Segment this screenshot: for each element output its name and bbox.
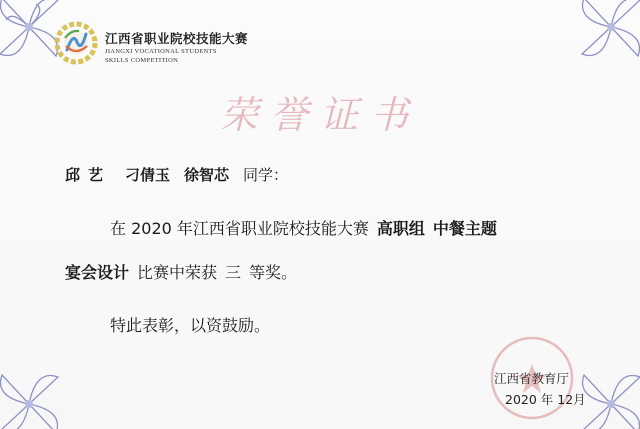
award-prize-suffix: 等奖。 bbox=[249, 263, 298, 282]
closing-text: 特此表彰，以资鼓励。 bbox=[110, 316, 271, 335]
recipients-line bbox=[65, 164, 288, 185]
corner-flower-icon bbox=[0, 367, 66, 429]
certificate-title: 荣誉证书 bbox=[219, 93, 420, 137]
award-competition-text: 在 2020 年江西省职业院校技能大赛 bbox=[110, 219, 369, 238]
logo-english-line-2: SKILLS COMPETITION bbox=[105, 57, 179, 64]
issue-date: 2020 年 12月 bbox=[505, 392, 586, 407]
recipient-name: 徐智芯 bbox=[184, 166, 230, 184]
competition-logo-icon bbox=[53, 20, 99, 66]
recipient-name: 刁倩玉 bbox=[125, 166, 171, 184]
logo-chinese-name: 江西省职业院校技能大赛 bbox=[105, 31, 249, 46]
award-text-line-2 bbox=[65, 260, 297, 283]
award-group: 高职组 bbox=[376, 219, 425, 238]
competition-logo bbox=[53, 20, 248, 66]
logo-english-line-1: JIANGXI VOCATIONAL STUDENTS bbox=[105, 47, 217, 55]
corner-flower-icon bbox=[574, 0, 640, 64]
award-text-line-1 bbox=[110, 216, 497, 239]
recipient-name: 邱艺 bbox=[65, 166, 112, 184]
issuer-name: 江西省教育厅 bbox=[494, 371, 570, 386]
award-middle-text: 比赛中荣获 bbox=[137, 263, 218, 282]
award-prize-rank: 三 bbox=[225, 263, 242, 282]
award-event-part-1: 中餐主题 bbox=[432, 219, 497, 238]
recipient-suffix: 同学： bbox=[243, 166, 289, 184]
award-event-part-2: 宴会设计 bbox=[65, 263, 130, 282]
